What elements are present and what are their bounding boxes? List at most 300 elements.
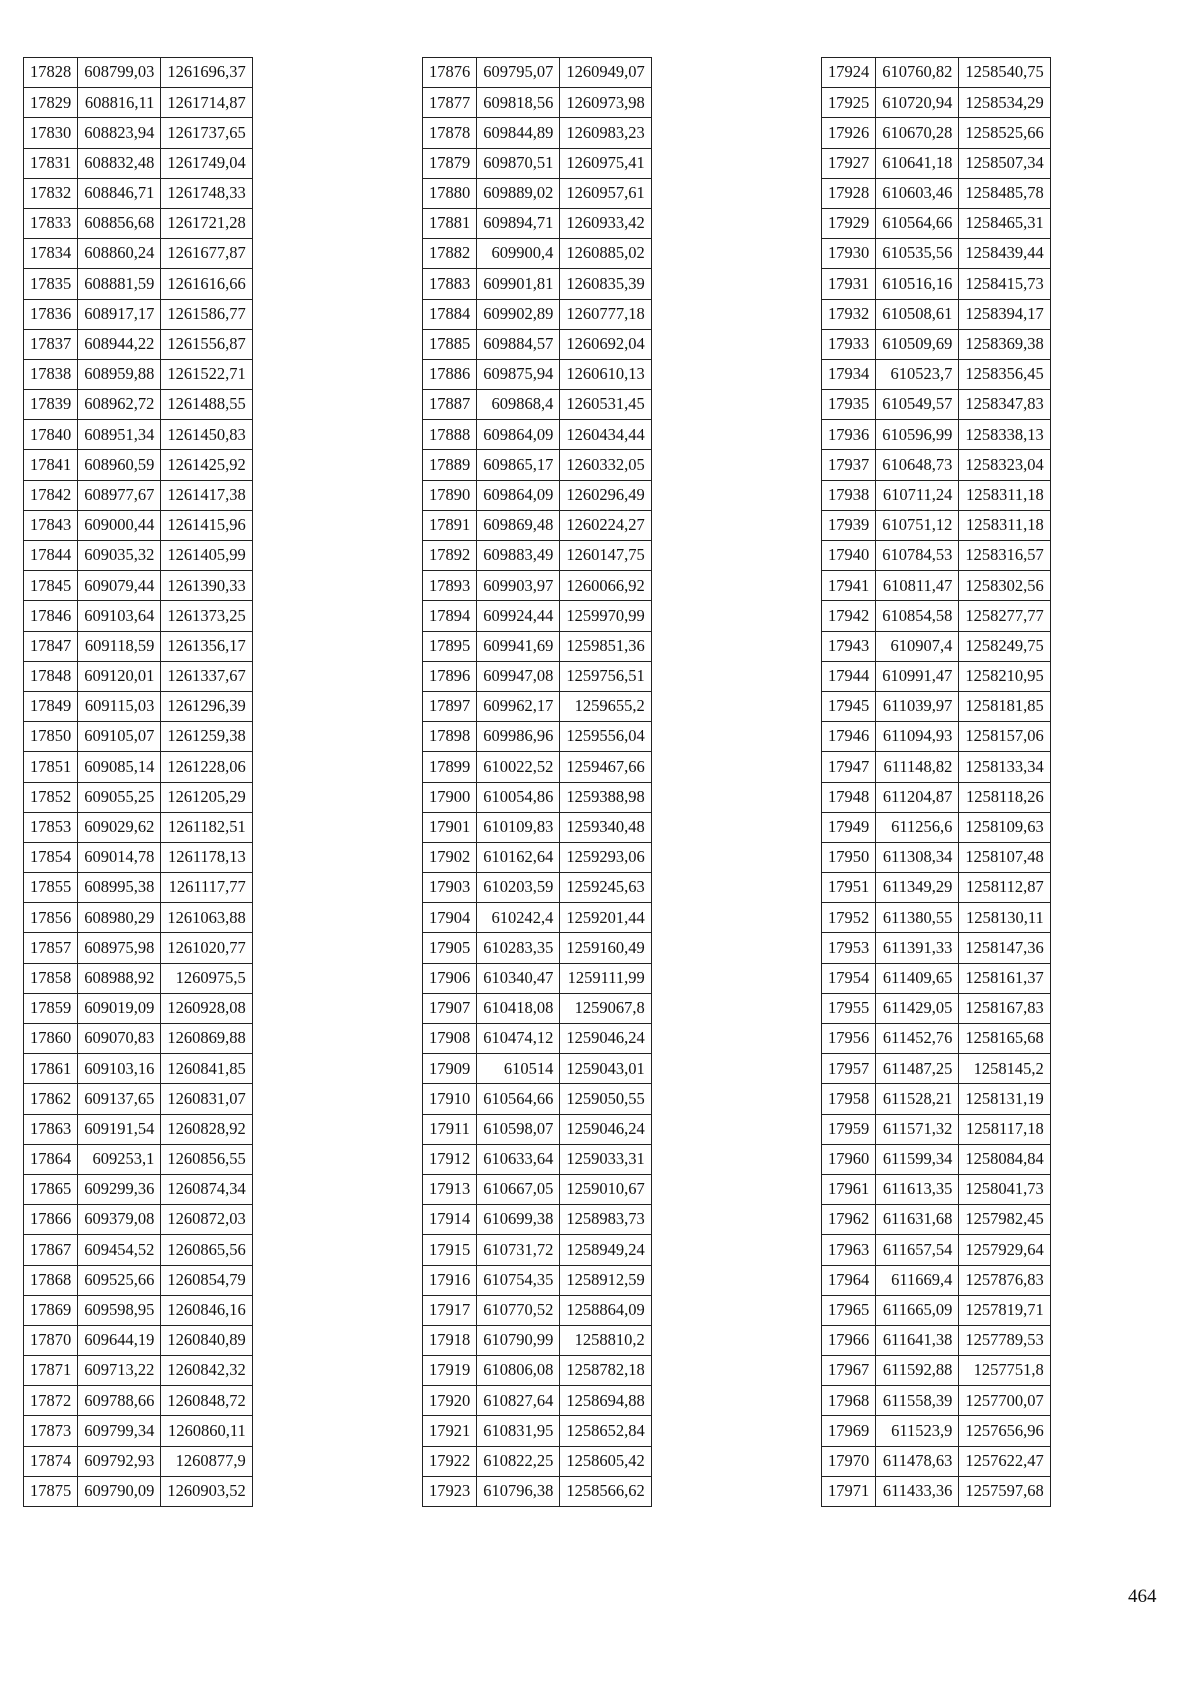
y-coordinate-cell: 1258107,48 [959,842,1050,872]
table-row [24,299,253,329]
point-number-cell: 17836 [24,299,78,329]
x-coordinate-cell: 608959,88 [78,359,161,389]
x-coordinate-cell: 610508,61 [876,299,959,329]
y-coordinate-cell: 1257622,47 [959,1446,1050,1476]
table-row [423,1325,652,1355]
y-coordinate-cell: 1260865,56 [161,1235,252,1265]
y-coordinate-cell: 1261748,33 [161,178,252,208]
table-row [24,873,253,903]
y-coordinate-cell: 1258369,38 [959,329,1050,359]
y-coordinate-cell: 1261390,33 [161,571,252,601]
table-row [423,1265,652,1295]
x-coordinate-cell: 610596,99 [876,420,959,450]
x-coordinate-cell: 609079,44 [78,571,161,601]
point-number-cell: 17838 [24,359,78,389]
x-coordinate-cell: 609103,16 [78,1054,161,1084]
y-coordinate-cell: 1260692,04 [560,329,651,359]
x-coordinate-cell: 609035,32 [78,541,161,571]
point-number-cell: 17920 [423,1386,477,1416]
x-coordinate-cell: 609029,62 [78,812,161,842]
table-row [423,631,652,661]
x-coordinate-cell: 609865,17 [477,450,560,480]
point-number-cell: 17863 [24,1114,78,1144]
point-number-cell: 17944 [822,661,876,691]
table-row [24,1386,253,1416]
y-coordinate-cell: 1259245,63 [560,873,651,903]
table-row [822,1024,1051,1054]
point-number-cell: 17859 [24,993,78,1023]
table-row [423,359,652,389]
table-row [822,541,1051,571]
y-coordinate-cell: 1260874,34 [161,1174,252,1204]
y-coordinate-cell: 1260841,85 [161,1054,252,1084]
point-number-cell: 17882 [423,239,477,269]
table-row [822,480,1051,510]
table-row [822,1386,1051,1416]
coordinate-table-2 [422,57,652,1507]
table-row [423,691,652,721]
table-row [822,1054,1051,1084]
point-number-cell: 17959 [822,1114,876,1144]
point-number-cell: 17895 [423,631,477,661]
y-coordinate-cell: 1259046,24 [560,1024,651,1054]
point-number-cell: 17927 [822,148,876,178]
point-number-cell: 17913 [423,1174,477,1204]
y-coordinate-cell: 1257656,96 [959,1416,1050,1446]
x-coordinate-cell: 609962,17 [477,691,560,721]
x-coordinate-cell: 611669,4 [876,1265,959,1295]
y-coordinate-cell: 1258864,09 [560,1295,651,1325]
table-row [822,933,1051,963]
x-coordinate-cell: 609115,03 [78,691,161,721]
y-coordinate-cell: 1257982,45 [959,1205,1050,1235]
point-number-cell: 17925 [822,88,876,118]
table-row [24,812,253,842]
point-number-cell: 17964 [822,1265,876,1295]
x-coordinate-cell: 610796,38 [477,1476,560,1506]
table-row [822,510,1051,540]
y-coordinate-cell: 1258161,37 [959,963,1050,993]
point-number-cell: 17924 [822,58,876,88]
x-coordinate-cell: 609019,09 [78,993,161,1023]
point-number-cell: 17928 [822,178,876,208]
point-number-cell: 17853 [24,812,78,842]
x-coordinate-cell: 610509,69 [876,329,959,359]
point-number-cell: 17919 [423,1356,477,1386]
table-row [24,1356,253,1386]
y-coordinate-cell: 1258415,73 [959,269,1050,299]
x-coordinate-cell: 609379,08 [78,1205,161,1235]
table-row [423,420,652,450]
table-row [24,933,253,963]
x-coordinate-cell: 609799,34 [78,1416,161,1446]
table-row [822,58,1051,88]
y-coordinate-cell: 1258277,77 [959,601,1050,631]
x-coordinate-cell: 609788,66 [78,1386,161,1416]
y-coordinate-cell: 1257789,53 [959,1325,1050,1355]
y-coordinate-cell: 1261405,99 [161,541,252,571]
y-coordinate-cell: 1260928,08 [161,993,252,1023]
table-row [822,239,1051,269]
point-number-cell: 17968 [822,1386,876,1416]
x-coordinate-cell: 610699,38 [477,1205,560,1235]
x-coordinate-cell: 609875,94 [477,359,560,389]
y-coordinate-cell: 1259756,51 [560,661,651,691]
point-number-cell: 17845 [24,571,78,601]
table-row [423,782,652,812]
table-row [822,148,1051,178]
x-coordinate-cell: 611558,39 [876,1386,959,1416]
x-coordinate-cell: 610474,12 [477,1024,560,1054]
table-row [24,510,253,540]
x-coordinate-cell: 609924,44 [477,601,560,631]
y-coordinate-cell: 1260296,49 [560,480,651,510]
point-number-cell: 17840 [24,420,78,450]
point-number-cell: 17841 [24,450,78,480]
x-coordinate-cell: 609055,25 [78,782,161,812]
y-coordinate-cell: 1258145,2 [959,1054,1050,1084]
x-coordinate-cell: 611380,55 [876,903,959,933]
y-coordinate-cell: 1261228,06 [161,752,252,782]
table-row [423,842,652,872]
table-row [24,752,253,782]
y-coordinate-cell: 1258181,85 [959,691,1050,721]
table-row [423,1114,652,1144]
y-coordinate-cell: 1260831,07 [161,1084,252,1114]
y-coordinate-cell: 1261205,29 [161,782,252,812]
y-coordinate-cell: 1260835,39 [560,269,651,299]
table-row [423,933,652,963]
y-coordinate-cell: 1260957,61 [560,178,651,208]
table-row [24,963,253,993]
y-coordinate-cell: 1258249,75 [959,631,1050,661]
table-row [24,1416,253,1446]
x-coordinate-cell: 609900,4 [477,239,560,269]
y-coordinate-cell: 1258485,78 [959,178,1050,208]
y-coordinate-cell: 1259160,49 [560,933,651,963]
table-row [822,329,1051,359]
x-coordinate-cell: 611571,32 [876,1114,959,1144]
point-number-cell: 17870 [24,1325,78,1355]
table-row [423,208,652,238]
point-number-cell: 17940 [822,541,876,571]
table-row [24,269,253,299]
point-number-cell: 17864 [24,1144,78,1174]
x-coordinate-cell: 611433,36 [876,1476,959,1506]
y-coordinate-cell: 1258311,18 [959,510,1050,540]
x-coordinate-cell: 611349,29 [876,873,959,903]
y-coordinate-cell: 1257819,71 [959,1295,1050,1325]
point-number-cell: 17876 [423,58,477,88]
point-number-cell: 17952 [822,903,876,933]
table-row [24,1235,253,1265]
y-coordinate-cell: 1261696,37 [161,58,252,88]
point-number-cell: 17965 [822,1295,876,1325]
point-number-cell: 17971 [822,1476,876,1506]
point-number-cell: 17849 [24,691,78,721]
table-row [24,1024,253,1054]
table-row [423,1476,652,1506]
point-number-cell: 17854 [24,842,78,872]
y-coordinate-cell: 1260224,27 [560,510,651,540]
point-number-cell: 17896 [423,661,477,691]
table-row [822,601,1051,631]
point-number-cell: 17847 [24,631,78,661]
point-number-cell: 17903 [423,873,477,903]
y-coordinate-cell: 1258118,26 [959,782,1050,812]
table-row [24,1054,253,1084]
point-number-cell: 17946 [822,722,876,752]
y-coordinate-cell: 1258465,31 [959,208,1050,238]
y-coordinate-cell: 1258912,59 [560,1265,651,1295]
table-row [24,782,253,812]
x-coordinate-cell: 608917,17 [78,299,161,329]
y-coordinate-cell: 1260777,18 [560,299,651,329]
x-coordinate-cell: 610535,56 [876,239,959,269]
x-coordinate-cell: 611631,68 [876,1205,959,1235]
table-row [822,1446,1051,1476]
table-row [24,691,253,721]
y-coordinate-cell: 1258130,11 [959,903,1050,933]
y-coordinate-cell: 1258302,56 [959,571,1050,601]
point-number-cell: 17832 [24,178,78,208]
point-number-cell: 17950 [822,842,876,872]
y-coordinate-cell: 1261425,92 [161,450,252,480]
y-coordinate-cell: 1258949,24 [560,1235,651,1265]
y-coordinate-cell: 1261117,77 [161,873,252,903]
point-number-cell: 17893 [423,571,477,601]
y-coordinate-cell: 1260434,44 [560,420,651,450]
y-coordinate-cell: 1261616,66 [161,269,252,299]
x-coordinate-cell: 610806,08 [477,1356,560,1386]
y-coordinate-cell: 1260903,52 [161,1476,252,1506]
x-coordinate-cell: 610770,52 [477,1295,560,1325]
x-coordinate-cell: 611452,76 [876,1024,959,1054]
y-coordinate-cell: 1258323,04 [959,450,1050,480]
point-number-cell: 17902 [423,842,477,872]
point-number-cell: 17926 [822,118,876,148]
x-coordinate-cell: 608980,29 [78,903,161,933]
point-number-cell: 17915 [423,1235,477,1265]
x-coordinate-cell: 610784,53 [876,541,959,571]
y-coordinate-cell: 1260854,79 [161,1265,252,1295]
x-coordinate-cell: 611665,09 [876,1295,959,1325]
point-number-cell: 17883 [423,269,477,299]
table-row [423,571,652,601]
table-row [822,903,1051,933]
x-coordinate-cell: 610720,94 [876,88,959,118]
x-coordinate-cell: 609105,07 [78,722,161,752]
x-coordinate-cell: 609869,48 [477,510,560,540]
x-coordinate-cell: 609941,69 [477,631,560,661]
table-row [24,1174,253,1204]
y-coordinate-cell: 1259851,36 [560,631,651,661]
x-coordinate-cell: 610854,58 [876,601,959,631]
table-row [423,269,652,299]
point-number-cell: 17897 [423,691,477,721]
x-coordinate-cell: 609818,56 [477,88,560,118]
y-coordinate-cell: 1259010,67 [560,1174,651,1204]
table-row [423,1084,652,1114]
point-number-cell: 17904 [423,903,477,933]
point-number-cell: 17922 [423,1446,477,1476]
x-coordinate-cell: 611487,25 [876,1054,959,1084]
point-number-cell: 17894 [423,601,477,631]
table-row [423,1416,652,1446]
y-coordinate-cell: 1261737,65 [161,118,252,148]
table-row [822,661,1051,691]
point-number-cell: 17867 [24,1235,78,1265]
point-number-cell: 17881 [423,208,477,238]
point-number-cell: 17862 [24,1084,78,1114]
table-row [24,842,253,872]
y-coordinate-cell: 1260983,23 [560,118,651,148]
x-coordinate-cell: 611429,05 [876,993,959,1023]
x-coordinate-cell: 611528,21 [876,1084,959,1114]
x-coordinate-cell: 608995,38 [78,873,161,903]
x-coordinate-cell: 610564,66 [477,1084,560,1114]
table-row [822,269,1051,299]
y-coordinate-cell: 1258131,19 [959,1084,1050,1114]
x-coordinate-cell: 611599,34 [876,1144,959,1174]
y-coordinate-cell: 1260842,32 [161,1356,252,1386]
table-row [423,661,652,691]
point-number-cell: 17828 [24,58,78,88]
point-number-cell: 17912 [423,1144,477,1174]
y-coordinate-cell: 1260610,13 [560,359,651,389]
y-coordinate-cell: 1261337,67 [161,661,252,691]
point-number-cell: 17831 [24,148,78,178]
y-coordinate-cell: 1261296,39 [161,691,252,721]
y-coordinate-cell: 1258534,29 [959,88,1050,118]
point-number-cell: 17947 [822,752,876,782]
table-row [822,299,1051,329]
x-coordinate-cell: 610054,86 [477,782,560,812]
y-coordinate-cell: 1261356,17 [161,631,252,661]
point-number-cell: 17869 [24,1295,78,1325]
table-row [822,1416,1051,1446]
y-coordinate-cell: 1261020,77 [161,933,252,963]
table-row [822,208,1051,238]
table-row [24,420,253,450]
y-coordinate-cell: 1258983,73 [560,1205,651,1235]
point-number-cell: 17855 [24,873,78,903]
x-coordinate-cell: 610648,73 [876,450,959,480]
table-row [822,1205,1051,1235]
point-number-cell: 17936 [822,420,876,450]
x-coordinate-cell: 610598,07 [477,1114,560,1144]
x-coordinate-cell: 609454,52 [78,1235,161,1265]
x-coordinate-cell: 610340,47 [477,963,560,993]
point-number-cell: 17954 [822,963,876,993]
x-coordinate-cell: 610523,7 [876,359,959,389]
x-coordinate-cell: 610242,4 [477,903,560,933]
point-number-cell: 17958 [822,1084,876,1114]
point-number-cell: 17906 [423,963,477,993]
y-coordinate-cell: 1261417,38 [161,480,252,510]
x-coordinate-cell: 609644,19 [78,1325,161,1355]
point-number-cell: 17951 [822,873,876,903]
table-row [24,1084,253,1114]
point-number-cell: 17843 [24,510,78,540]
x-coordinate-cell: 609014,78 [78,842,161,872]
point-number-cell: 17892 [423,541,477,571]
point-number-cell: 17960 [822,1144,876,1174]
y-coordinate-cell: 1257700,07 [959,1386,1050,1416]
table-row [24,390,253,420]
x-coordinate-cell: 610751,12 [876,510,959,540]
x-coordinate-cell: 610667,05 [477,1174,560,1204]
table-row [822,1325,1051,1355]
x-coordinate-cell: 610162,64 [477,842,560,872]
x-coordinate-cell: 611409,65 [876,963,959,993]
y-coordinate-cell: 1258084,84 [959,1144,1050,1174]
table-row [24,239,253,269]
table-row [423,812,652,842]
point-number-cell: 17868 [24,1265,78,1295]
y-coordinate-cell: 1258311,18 [959,480,1050,510]
point-number-cell: 17890 [423,480,477,510]
x-coordinate-cell: 609903,97 [477,571,560,601]
x-coordinate-cell: 608832,48 [78,148,161,178]
x-coordinate-cell: 609868,4 [477,390,560,420]
x-coordinate-cell: 609085,14 [78,752,161,782]
x-coordinate-cell: 610822,25 [477,1446,560,1476]
x-coordinate-cell: 609000,44 [78,510,161,540]
point-number-cell: 17935 [822,390,876,420]
x-coordinate-cell: 610731,72 [477,1235,560,1265]
x-coordinate-cell: 610203,59 [477,873,560,903]
point-number-cell: 17923 [423,1476,477,1506]
y-coordinate-cell: 1259340,48 [560,812,651,842]
table-row [822,1114,1051,1144]
x-coordinate-cell: 609795,07 [477,58,560,88]
y-coordinate-cell: 1258652,84 [560,1416,651,1446]
x-coordinate-cell: 610831,95 [477,1416,560,1446]
table-row [822,1476,1051,1506]
table-row [822,450,1051,480]
x-coordinate-cell: 611039,97 [876,691,959,721]
point-number-cell: 17861 [24,1054,78,1084]
table-row [24,1205,253,1235]
x-coordinate-cell: 611478,63 [876,1446,959,1476]
x-coordinate-cell: 609103,64 [78,601,161,631]
table-row [423,510,652,540]
y-coordinate-cell: 1260846,16 [161,1295,252,1325]
x-coordinate-cell: 610790,99 [477,1325,560,1355]
y-coordinate-cell: 1260877,9 [161,1446,252,1476]
y-coordinate-cell: 1259201,44 [560,903,651,933]
y-coordinate-cell: 1257929,64 [959,1235,1050,1265]
table-row [423,1054,652,1084]
point-number-cell: 17888 [423,420,477,450]
y-coordinate-cell: 1261063,88 [161,903,252,933]
x-coordinate-cell: 608988,92 [78,963,161,993]
y-coordinate-cell: 1258439,44 [959,239,1050,269]
x-coordinate-cell: 610754,35 [477,1265,560,1295]
y-coordinate-cell: 1261415,96 [161,510,252,540]
y-coordinate-cell: 1261259,38 [161,722,252,752]
y-coordinate-cell: 1259388,98 [560,782,651,812]
point-number-cell: 17856 [24,903,78,933]
table-row [822,1084,1051,1114]
table-row [822,420,1051,450]
y-coordinate-cell: 1257751,8 [959,1356,1050,1386]
point-number-cell: 17948 [822,782,876,812]
point-number-cell: 17830 [24,118,78,148]
table-row [24,359,253,389]
x-coordinate-cell: 609889,02 [477,178,560,208]
